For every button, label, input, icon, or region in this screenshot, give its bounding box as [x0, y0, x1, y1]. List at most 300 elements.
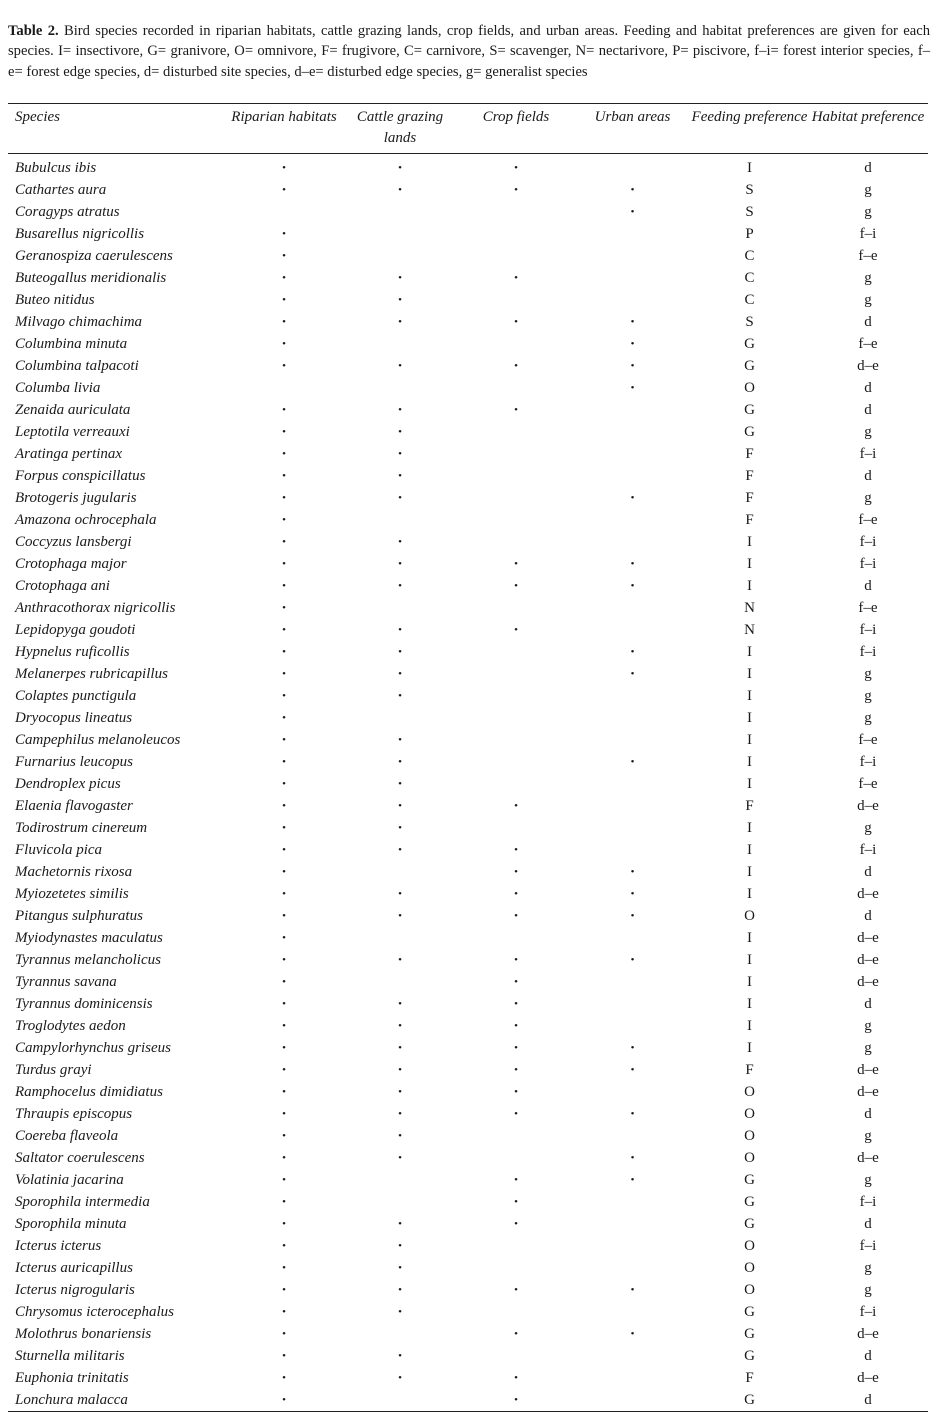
presence-marker: •: [398, 844, 402, 856]
table-row: [8, 883, 928, 905]
cell-feeding: I: [747, 753, 752, 770]
cell-feeding: I: [747, 973, 752, 990]
cell-cattle: [342, 1169, 458, 1191]
table-row: [8, 597, 928, 619]
cell-habitat: f–i: [859, 643, 877, 660]
presence-marker: •: [398, 646, 402, 658]
cell-crop: [458, 839, 574, 861]
cell-feeding: G: [744, 335, 755, 352]
cell-habitat: f–e: [858, 247, 878, 264]
cell-habitat: f–i: [859, 1237, 877, 1254]
presence-marker: •: [282, 1284, 286, 1296]
cell-crop: [458, 1279, 574, 1301]
cell-feeding: S: [745, 313, 754, 330]
cell-riparian: [226, 575, 342, 597]
cell-species: Anthracothorax nigricollis: [15, 599, 176, 616]
cell-habitat: d: [864, 1105, 872, 1122]
table-row: [8, 1345, 928, 1367]
presence-marker: •: [630, 866, 635, 878]
cell-habitat: d: [864, 863, 872, 880]
cell-cattle: [342, 333, 458, 355]
presence-marker: •: [282, 294, 286, 306]
cell-feeding: G: [744, 357, 755, 374]
cell-urban: [574, 597, 691, 619]
cell-species: Todirostrum cinereum: [15, 819, 148, 836]
presence-marker: •: [282, 1174, 286, 1186]
cell-urban: [574, 487, 691, 509]
cell-species: Columba livia: [15, 379, 101, 396]
cell-cattle: [342, 751, 458, 773]
cell-feeding: C: [744, 269, 755, 286]
table-row: [8, 795, 928, 817]
cell-riparian: [226, 1345, 342, 1367]
cell-habitat: g: [864, 1017, 872, 1034]
cell-crop: [458, 663, 574, 685]
presence-marker: •: [630, 338, 635, 350]
cell-cattle: [342, 1345, 458, 1367]
presence-marker: •: [630, 580, 635, 592]
table-row: [8, 1191, 928, 1213]
cell-habitat: f–e: [858, 731, 878, 748]
cell-feeding: F: [745, 1369, 754, 1386]
presence-marker: •: [630, 492, 635, 504]
table-header: [8, 104, 928, 154]
cell-crop: [458, 883, 574, 905]
table-row: [8, 443, 928, 465]
cell-habitat: d: [864, 907, 872, 924]
presence-marker: •: [282, 1108, 286, 1120]
cell-cattle: [342, 641, 458, 663]
cell-crop: [458, 553, 574, 575]
cell-species: Colaptes punctigula: [15, 687, 137, 704]
cell-riparian: [226, 179, 342, 201]
cell-riparian: [226, 839, 342, 861]
presence-marker: •: [282, 624, 286, 636]
presence-marker: •: [282, 888, 286, 900]
presence-marker: •: [282, 932, 286, 944]
cell-urban: [574, 685, 691, 707]
table-row: [8, 861, 928, 883]
cell-urban: [574, 619, 691, 641]
cell-cattle: [342, 795, 458, 817]
presence-marker: •: [282, 1020, 286, 1032]
table-row: [8, 707, 928, 729]
table-row: [8, 1081, 928, 1103]
presence-marker: •: [282, 404, 286, 416]
cell-crop: [458, 399, 574, 421]
cell-species: Molothrus bonariensis: [15, 1325, 152, 1342]
cell-riparian: [226, 289, 342, 311]
cell-cattle: [342, 1235, 458, 1257]
col-header-habitat: Habitat preference: [811, 109, 925, 125]
cell-crop: [458, 597, 574, 619]
cell-crop: [458, 1323, 574, 1345]
presence-marker: •: [514, 184, 518, 196]
cell-feeding: O: [744, 1281, 755, 1298]
cell-cattle: [342, 773, 458, 795]
cell-crop: [458, 949, 574, 971]
cell-riparian: [226, 377, 342, 399]
cell-habitat: g: [864, 1039, 872, 1056]
presence-marker: •: [514, 1372, 518, 1384]
cell-urban: [574, 355, 691, 377]
cell-feeding: G: [744, 1303, 755, 1320]
cell-habitat: d: [864, 577, 872, 594]
cell-feeding: I: [747, 665, 752, 682]
cell-cattle: [342, 1015, 458, 1037]
cell-feeding: I: [747, 1017, 752, 1034]
cell-feeding: G: [744, 401, 755, 418]
presence-marker: •: [514, 1284, 518, 1296]
cell-species: Crotophaga major: [15, 555, 127, 572]
presence-marker: •: [282, 822, 286, 834]
cell-feeding: F: [745, 797, 754, 814]
cell-riparian: [226, 597, 342, 619]
cell-crop: [458, 1125, 574, 1147]
cell-habitat: g: [864, 1127, 872, 1144]
table-row: [8, 663, 928, 685]
cell-species: Leptotila verreauxi: [15, 423, 130, 440]
presence-marker: •: [630, 910, 635, 922]
cell-urban: [574, 707, 691, 729]
table-row: [8, 971, 928, 993]
presence-marker: •: [514, 1328, 518, 1340]
cell-species: Hypnelus ruficollis: [15, 643, 130, 660]
presence-marker: •: [398, 1350, 402, 1362]
cell-habitat: f–i: [859, 225, 877, 242]
presence-marker: •: [398, 1086, 402, 1098]
cell-habitat: d: [864, 995, 872, 1012]
cell-habitat: f–e: [858, 599, 878, 616]
caption-text: Bird species recorded in riparian habitats, cattle grazing lands, crop fields, and urban areas. Feeding and habitat preferences are given for each species. I= insectivore, G= granivore, O= omnivore, F= frugivore, C= carnivore, S= scavenger, N= nectarivore, P= piscivore, f–i= forest interior species, f–e= forest edge species, d= disturbed site species, d–e= disturbed edge species, g= generalist species: [8, 22, 930, 80]
presence-marker: •: [282, 800, 286, 812]
presence-marker: •: [398, 1306, 402, 1318]
cell-species: Milvago chimachima: [15, 313, 143, 330]
cell-feeding: P: [745, 225, 754, 242]
presence-marker: •: [398, 1042, 402, 1054]
table-row: [8, 421, 928, 443]
cell-cattle: [342, 971, 458, 993]
cell-feeding: O: [744, 379, 755, 396]
cell-species: Columbina minuta: [15, 335, 128, 352]
presence-marker: •: [514, 910, 518, 922]
cell-crop: [458, 575, 574, 597]
presence-marker: •: [398, 1218, 402, 1230]
cell-feeding: I: [747, 687, 752, 704]
header-row: [8, 104, 928, 154]
cell-species: Tyrannus savana: [15, 973, 117, 990]
cell-feeding: O: [744, 907, 755, 924]
presence-marker: •: [282, 602, 286, 614]
cell-urban: [574, 1125, 691, 1147]
table-row: [8, 179, 928, 201]
cell-urban: [574, 201, 691, 223]
cell-habitat: g: [864, 687, 872, 704]
cell-species: Icterus auricapillus: [15, 1259, 133, 1276]
cell-riparian: [226, 971, 342, 993]
cell-species: Brotogeris jugularis: [15, 489, 137, 506]
cell-cattle: [342, 861, 458, 883]
table-row: [8, 553, 928, 575]
presence-marker: •: [514, 580, 518, 592]
presence-marker: •: [282, 668, 286, 680]
table-row: [8, 773, 928, 795]
cell-feeding: O: [744, 1149, 755, 1166]
cell-crop: [458, 223, 574, 245]
cell-cattle: [342, 1279, 458, 1301]
cell-species: Amazona ochrocephala: [15, 511, 157, 528]
cell-cattle: [342, 289, 458, 311]
cell-feeding: I: [747, 775, 752, 792]
presence-marker: •: [398, 470, 402, 482]
cell-feeding: G: [744, 1391, 755, 1408]
presence-marker: •: [630, 954, 635, 966]
cell-cattle: [342, 1103, 458, 1125]
cell-riparian: [226, 1389, 342, 1412]
table-row: [8, 465, 928, 487]
cell-riparian: [226, 443, 342, 465]
cell-cattle: [342, 267, 458, 289]
presence-marker: •: [398, 888, 402, 900]
table-row: [8, 487, 928, 509]
presence-marker: •: [282, 1130, 286, 1142]
cell-riparian: [226, 729, 342, 751]
presence-marker: •: [398, 734, 402, 746]
cell-cattle: [342, 399, 458, 421]
cell-habitat: d: [864, 467, 872, 484]
cell-riparian: [226, 619, 342, 641]
cell-species: Coereba flaveola: [15, 1127, 119, 1144]
cell-crop: [458, 1081, 574, 1103]
presence-marker: •: [282, 558, 286, 570]
presence-marker: •: [282, 646, 286, 658]
presence-marker: •: [630, 1152, 635, 1164]
cell-riparian: [226, 641, 342, 663]
presence-marker: •: [282, 712, 286, 724]
presence-marker: •: [398, 1020, 402, 1032]
cell-cattle: [342, 487, 458, 509]
cell-crop: [458, 1191, 574, 1213]
cell-cattle: [342, 619, 458, 641]
cell-feeding: F: [745, 1061, 754, 1078]
presence-marker: •: [514, 1218, 518, 1230]
cell-habitat: f–i: [859, 555, 877, 572]
cell-feeding: I: [747, 863, 752, 880]
presence-marker: •: [514, 1394, 518, 1406]
species-table: [8, 103, 928, 1412]
cell-species: Icterus icterus: [15, 1237, 102, 1254]
cell-riparian: [226, 883, 342, 905]
table-row: [8, 1059, 928, 1081]
cell-habitat: f–e: [858, 335, 878, 352]
table-row: [8, 154, 928, 180]
cell-urban: [574, 971, 691, 993]
cell-crop: [458, 729, 574, 751]
presence-marker: •: [282, 1218, 286, 1230]
presence-marker: •: [514, 844, 518, 856]
presence-marker: •: [514, 162, 518, 174]
cell-urban: [574, 751, 691, 773]
presence-marker: •: [282, 1152, 286, 1164]
cell-riparian: [226, 707, 342, 729]
presence-marker: •: [398, 316, 402, 328]
cell-urban: [574, 1037, 691, 1059]
cell-cattle: [342, 377, 458, 399]
cell-urban: [574, 729, 691, 751]
cell-species: Ramphocelus dimidiatus: [15, 1083, 163, 1100]
presence-marker: •: [282, 1328, 286, 1340]
cell-habitat: g: [864, 181, 872, 198]
table-row: [8, 1235, 928, 1257]
cell-crop: [458, 179, 574, 201]
cell-crop: [458, 1389, 574, 1412]
cell-riparian: [226, 531, 342, 553]
cell-crop: [458, 861, 574, 883]
cell-cattle: [342, 201, 458, 223]
cell-species: Tyrannus dominicensis: [15, 995, 153, 1012]
cell-species: Furnarius leucopus: [15, 753, 133, 770]
presence-marker: •: [398, 558, 402, 570]
cell-feeding: O: [744, 1237, 755, 1254]
cell-habitat: g: [864, 709, 872, 726]
presence-marker: •: [630, 1284, 635, 1296]
presence-marker: •: [282, 844, 286, 856]
cell-urban: [574, 839, 691, 861]
table-row: [8, 927, 928, 949]
cell-cattle: [342, 443, 458, 465]
cell-riparian: [226, 1235, 342, 1257]
cell-crop: [458, 1169, 574, 1191]
presence-marker: •: [398, 998, 402, 1010]
cell-cattle: [342, 905, 458, 927]
cell-species: Myiozetetes similis: [15, 885, 129, 902]
presence-marker: •: [398, 800, 402, 812]
presence-marker: •: [282, 778, 286, 790]
cell-riparian: [226, 773, 342, 795]
presence-marker: •: [398, 1152, 402, 1164]
cell-feeding: I: [747, 731, 752, 748]
cell-cattle: [342, 685, 458, 707]
presence-marker: •: [514, 404, 518, 416]
cell-riparian: [226, 311, 342, 333]
cell-feeding: G: [744, 1193, 755, 1210]
cell-crop: [458, 1235, 574, 1257]
presence-marker: •: [282, 228, 286, 240]
presence-marker: •: [630, 1174, 635, 1186]
cell-habitat: d–e: [857, 797, 879, 814]
cell-riparian: [226, 1301, 342, 1323]
cell-cattle: [342, 355, 458, 377]
cell-crop: [458, 971, 574, 993]
cell-crop: [458, 333, 574, 355]
presence-marker: •: [398, 778, 402, 790]
cell-crop: [458, 817, 574, 839]
cell-species: Bubulcus ibis: [15, 159, 97, 176]
cell-cattle: [342, 729, 458, 751]
table-row: [8, 1037, 928, 1059]
cell-cattle: [342, 531, 458, 553]
presence-marker: •: [282, 316, 286, 328]
col-header-riparian: Riparian habitats: [231, 109, 337, 125]
table-row: [8, 575, 928, 597]
cell-crop: [458, 531, 574, 553]
cell-cattle: [342, 993, 458, 1015]
cell-feeding: I: [747, 159, 752, 176]
cell-species: Cathartes aura: [15, 181, 107, 198]
cell-species: Pitangus sulphuratus: [15, 907, 143, 924]
presence-marker: •: [282, 1064, 286, 1076]
table-row: [8, 311, 928, 333]
cell-cattle: [342, 223, 458, 245]
presence-marker: •: [630, 668, 635, 680]
cell-cattle: [342, 817, 458, 839]
presence-marker: •: [282, 734, 286, 746]
presence-marker: •: [282, 1042, 286, 1054]
cell-cattle: [342, 311, 458, 333]
presence-marker: •: [282, 360, 286, 372]
table-row: [8, 1169, 928, 1191]
presence-marker: •: [398, 822, 402, 834]
presence-marker: •: [282, 492, 286, 504]
presence-marker: •: [282, 184, 286, 196]
cell-crop: [458, 154, 574, 180]
cell-urban: [574, 1169, 691, 1191]
cell-riparian: [226, 1015, 342, 1037]
cell-habitat: g: [864, 489, 872, 506]
cell-species: Zenaida auriculata: [15, 401, 131, 418]
cell-habitat: f–i: [859, 1193, 877, 1210]
presence-marker: •: [514, 558, 518, 570]
cell-cattle: [342, 1191, 458, 1213]
cell-crop: [458, 707, 574, 729]
cell-urban: [574, 509, 691, 531]
presence-marker: •: [282, 250, 286, 262]
cell-feeding: O: [744, 1259, 755, 1276]
presence-marker: •: [630, 888, 635, 900]
cell-species: Campephilus melanoleucos: [15, 731, 181, 748]
cell-crop: [458, 641, 574, 663]
presence-marker: •: [630, 360, 635, 372]
cell-feeding: F: [745, 511, 754, 528]
cell-species: Elaenia flavogaster: [15, 797, 133, 814]
presence-marker: •: [514, 888, 518, 900]
cell-cattle: [342, 575, 458, 597]
presence-marker: •: [282, 1350, 286, 1362]
presence-marker: •: [282, 272, 286, 284]
presence-marker: •: [282, 756, 286, 768]
cell-crop: [458, 1037, 574, 1059]
presence-marker: •: [398, 272, 402, 284]
cell-species: Sporophila minuta: [15, 1215, 127, 1232]
cell-crop: [458, 685, 574, 707]
table-body: [8, 154, 928, 1412]
table-row: [8, 267, 928, 289]
presence-marker: •: [514, 1174, 518, 1186]
cell-species: Chrysomus icterocephalus: [15, 1303, 175, 1320]
cell-feeding: G: [744, 423, 755, 440]
cell-habitat: d–e: [857, 1149, 879, 1166]
presence-marker: •: [282, 1394, 286, 1406]
presence-marker: •: [514, 800, 518, 812]
cell-urban: [574, 1279, 691, 1301]
table-row: [8, 1323, 928, 1345]
presence-marker: •: [514, 360, 518, 372]
cell-feeding: F: [745, 445, 754, 462]
cell-species: Buteogallus meridionalis: [15, 269, 167, 286]
cell-feeding: G: [744, 1347, 755, 1364]
table-row: [8, 531, 928, 553]
presence-marker: •: [398, 668, 402, 680]
